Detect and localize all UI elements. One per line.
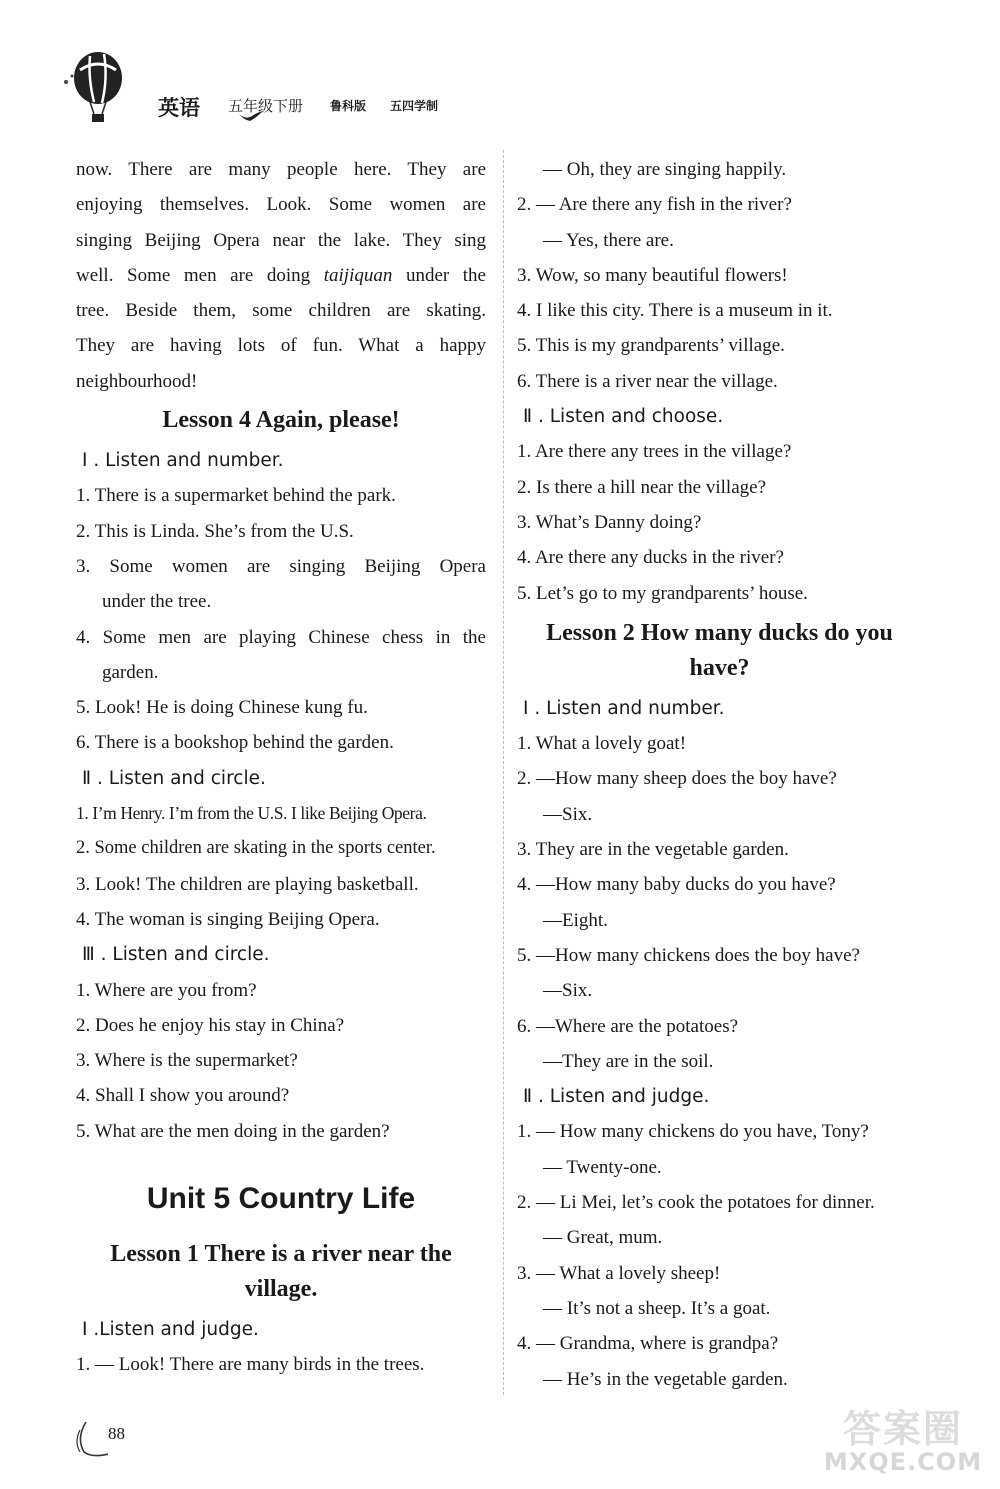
list-item: 1. I’m Henry. I’m from the U.S. I like Beijing Opera. [76,803,427,824]
list-item: 5. —How many chickens does the boy have? [517,944,860,966]
list-item: 6. There is a river near the village. [517,370,778,392]
section-heading: Ⅲ . Listen and circle. [82,944,270,966]
list-item: 2. Some children are skating in the sports center. [76,838,436,859]
list-item: —Six. [543,980,593,1002]
list-item: 6. —Where are the potatoes? [517,1015,739,1037]
lesson-title: Lesson 1 There is a river near the [110,1241,452,1268]
list-item: 1. Where are you from? [76,979,257,1001]
list-item: 1. What a lovely goat! [517,733,687,755]
list-item: 5. Let’s go to my grandparents’ house. [517,582,808,604]
section-heading: Ⅱ . Listen and circle. [82,767,266,789]
page-footer [72,1418,152,1458]
page-number: 88 [108,1424,125,1443]
list-item: 3. They are in the vegetable garden. [517,839,789,861]
watermark-url: MXQE.COM [823,1448,983,1476]
list-item: — He’s in the vegetable garden. [543,1368,788,1390]
text-line: enjoying themselves. Look. Some women are [76,194,486,216]
watermark [818,1398,988,1478]
section-heading: Ⅱ . Listen and judge. [523,1086,710,1108]
italic-term: taijiquan [323,264,393,286]
list-item: 5. What are the men doing in the garden? [76,1120,390,1142]
list-item: —Eight. [543,909,608,931]
list-item: under the tree. [102,591,212,613]
lesson-title: Lesson 2 How many ducks do you [546,619,893,646]
right-column [517,152,922,1397]
list-item: 5. This is my grandparents’ village. [517,335,785,357]
list-item: 4. Are there any ducks in the river? [517,547,784,569]
list-item: 2. Is there a hill near the village? [517,476,767,498]
list-item: 3. — What a lovely sheep! [517,1262,721,1284]
list-item: 3. Look! The children are playing basketball. [76,873,419,895]
list-item: — It’s not a sheep. It’s a goat. [543,1297,771,1319]
section-heading: Ⅰ . Listen and number. [523,697,725,719]
list-item: —Six. [543,803,593,825]
text-line: They are having lots of fun. What a happy [76,335,486,357]
text-line: now. There are many people here. They are [76,159,486,180]
list-item: 1. — Look! There are many birds in the trees. [76,1354,425,1376]
list-item: 1. Are there any trees in the village? [517,441,792,463]
list-item: 3. Where is the supermarket? [76,1050,298,1072]
text-line: tree. Beside them, some children are skating. [76,300,486,322]
list-item: 2. Does he enjoy his stay in China? [76,1014,345,1036]
unit-title: Unit 5 Country Life [146,1182,416,1216]
header-system: 五四学制 [390,99,439,113]
page-corner-ornament-icon [72,1418,108,1458]
list-item: 3. What’s Danny doing? [517,511,702,533]
list-item: garden. [102,661,159,683]
header-grade: 五年级下册 [228,97,304,115]
list-item: 4. —How many baby ducks do you have? [517,874,836,896]
list-item: 2. — Are there any fish in the river? [517,194,792,216]
list-item: — Great, mum. [543,1227,663,1249]
list-item: 1. There is a supermarket behind the park. [76,485,396,507]
list-item: 1. — How many chickens do you have, Tony? [517,1121,869,1143]
list-item: 2. — Li Mei, let’s cook the potatoes for dinner. [517,1192,875,1214]
list-item: — Twenty-one. [543,1156,662,1178]
hot-air-balloon-icon [60,48,130,128]
list-item: 3. Wow, so many beautiful flowers! [517,264,788,286]
list-item: 4. Some men are playing Chinese chess in the [76,626,486,648]
lesson-title-continued: village. [244,1276,318,1303]
watermark-logo-text: 答案圈 [842,1407,963,1451]
section-heading: Ⅱ . Listen and choose. [523,406,724,428]
list-item: 4. — Grandma, where is grandpa? [517,1333,779,1355]
list-item: 2. —How many sheep does the boy have? [517,768,837,790]
list-item: 4. Shall I show you around? [76,1085,290,1107]
list-item: — Oh, they are singing happily. [543,159,787,180]
list-item: 6. There is a bookshop behind the garden. [76,732,394,754]
list-item: 2. This is Linda. She’s from the U.S. [76,520,354,542]
column-divider [503,150,504,1395]
left-column [76,152,486,1383]
text-line: neighbourhood! [76,370,198,392]
list-item: — Yes, there are. [543,229,674,251]
lesson-title: Lesson 4 Again, please! [162,407,400,434]
bird-icon [238,110,264,122]
section-heading: Ⅰ . Listen and number. [82,450,284,472]
list-item: —They are in the soil. [543,1050,714,1072]
header-edition: 鲁科版 [330,99,367,113]
list-item: 5. Look! He is doing Chinese kung fu. [76,697,368,719]
list-item: 4. The woman is singing Beijing Opera. [76,908,380,930]
text-line: singing Beijing Opera near the lake. They sing [76,229,486,251]
page-header [40,40,460,130]
list-item: 4. I like this city. There is a museum in it. [517,300,833,322]
list-item: 3. Some women are singing Beijing Opera [76,555,486,577]
section-heading: Ⅰ .Listen and judge. [82,1319,259,1341]
header-subject: 英语 [158,96,200,120]
lesson-title-continued: have? [689,654,750,681]
text-line: well. Some men are doing taijiquan under the [76,264,486,286]
